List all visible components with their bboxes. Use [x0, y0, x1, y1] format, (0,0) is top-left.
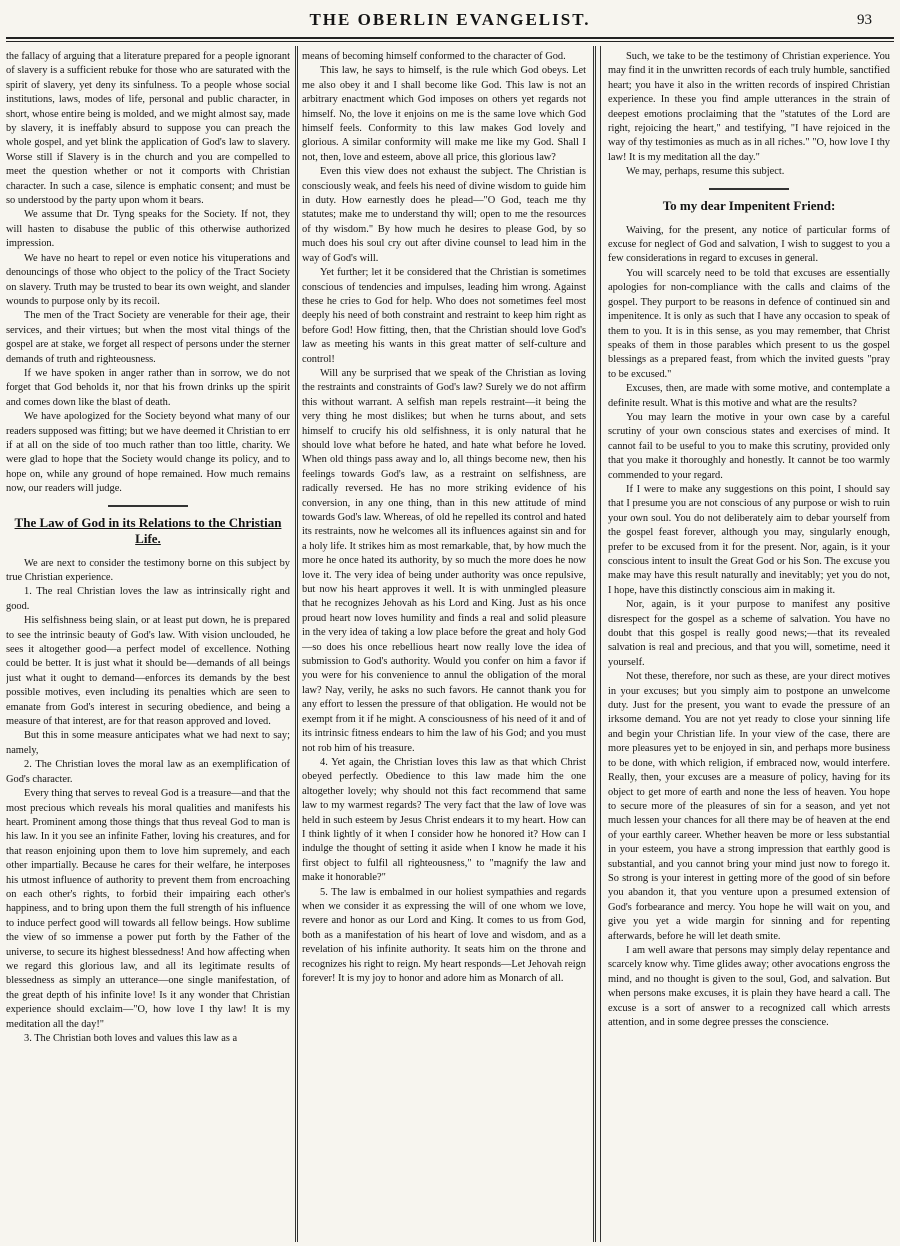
paragraph: We have no heart to repel or even notice his vituperations and denouncings of those who object to the policy of the Tract Society on slavery. Truth may be trusted to bear its own weight, and slander wounds to purpose only by its recoil. [6, 252, 290, 307]
header-rule-thin [6, 41, 894, 42]
paragraph: Yet further; let it be considered that the Christian is sometimes conscious of tendencies and impulses, leading him wrong. Against these he cries to God for help. Who does not sometimes feel most deeply his need of both constraint and restraint to keep him right as before God! How fitting, then, that the Christian should love God's law as meeting his wants in this great matter of self-culture and control! [302, 267, 586, 365]
column-1 [6, 50, 290, 1240]
column-divider [595, 46, 596, 1242]
paragraph: I am well aware that persons may simply delay repentance and scarcely know why. Time glides away; other avocations engross the mind, and no thought is given to the soul, God, and salvation. But when persons make excuses, it is plain they have heard a call. The excuse is a sort of answer to a recognized call which arrests attention, and in some degree presses the conscience. [608, 944, 890, 1028]
column-divider [600, 46, 601, 1242]
paragraph: You will scarcely need to be told that excuses are essentially apologies for non-compliance with the calls and claims of the gospel. They purport to be reasons in defence of continued sin and impenitence. It is only as such that I have any occasion to speak of them to you. It is in this sense, as you may remember, that Christ speaks of them in those parables which present to us the gospel blessings as a prepared feast, from which the invited guests "pray to be excused." [608, 267, 890, 380]
paragraph: But this in some measure anticipates what we had next to say; namely, [6, 730, 290, 756]
paragraph: If we have spoken in anger rather than in sorrow, we do not forget that God beholds it, nor that his frown drinks up the spirit and comes down like the blast of death. [6, 367, 290, 408]
paragraph: 3. The Christian both loves and values this law as a [24, 1033, 238, 1044]
paragraph: Nor, again, is it your purpose to manifest any positive disrespect for the gospel as a scheme of salvation. You have no doubt that this gospel is really good news;—that its revealed salvation is real and precious, and that you will, sometime, need it yourself. [608, 599, 890, 668]
article-separator [108, 505, 188, 507]
article-heading-impenitent-friend: To my dear Impenitent Friend: [662, 197, 836, 213]
paragraph: Will any be surprised that we speak of the Christian as loving the restraints and constraints of God's law? Surely we do not affirm this without warrant. A selfish man repels restraint—it being the very thing he most dislikes; but when he turns about, and sets himself to crucify his old selfishness, it is only natural that he should love what before he hated, and hate what before he loved. When old things pass away and lo, all things become new, then his feelings towards God's law, as a restraint on selfishness, are radically reversed. He has no more striking evidence of his conversion, in any one thing, than in this new attitude of mind towards God's law. Whereas, of old he repelled its control and hated its restraints, now he welcomes all its influences against sin and for a holy life. It strikes him as most remarkable, that, by how much the more he once hated its authority, by so much the more does he now love it. The very idea of being under authority was once repulsive, but now his heart approves it well. It is with unmingled pleasure that he recognizes Jehovah as his Lord and King. Just as his once proud heart now loves humility and finds a real and solid pleasure in the very idea of taking a low place before the great and holy God—so does his once rebellious heart now really love the idea of submission to God's authority. Would you confer on him a favor if you were for his convenience to annul the obligation of the moral law? Nay, verily, he asks no such favors. He cannot thank you for any effort to lessen the pressure of that obligation. He would not be exempt from it if he might. A consciousness of his need of it and of its intrinsic fitness endears to him the law of his God; and you must not rob him of his treasure. [302, 367, 586, 754]
paragraph: 5. The law is embalmed in our holiest sympathies and regards when we consider it as expressing the will of one whom we love, revere and honor as our Lord and King. It comes to us from God, both as a manifestation of his heart of love and wisdom, and as a revelation of his infinite authority. It seats him on the throne and recognizes his right to reign. My heart responds—Let Jehovah reign forever! It is my joy to honor and adore him as Monarch of all. [302, 886, 586, 984]
paragraph: the fallacy of arguing that a literature prepared for a people ignorant of slavery is a sufficient rebuke for those who are saturated with the spirit of slavery, yet deny its sinfulness. To a people whose social institutions, laws, modes of life, personal and public character, in short, whose entire being is molded, and we might almost say, made by slavery, it is ineffably absurd to suppose you can preach the whole gospel, and yet blink the application of God's law to slavery. Worse still if Slavery is in the church and you are compelled to meet the question whether or not it comports with Christian character. In such a case, silence is emphatic consent; and must be so understood by the party upon whom it bears. [6, 51, 290, 207]
paragraph: 4. Yet again, the Christian loves this law as that which Christ obeyed perfectly. Obedience to this law made him the one altogether lovely; why should not this fact recommend that same law to my warmest regards? The very fact that the law of love was held in such esteem by Jesus Christ endears it to my heart. How can I think lightly of it when I consider how he honored it? How can I indulge the thought of setting it aside when I know he made it his first object to fulfil all righteousness," to "magnify the law and make it honorable?" [302, 756, 586, 884]
column-divider [593, 46, 594, 1242]
article-separator [709, 188, 789, 190]
paragraph: Not these, therefore, nor such as these, are your direct motives in your excuses; but you simply aim to postpone an unwelcome duty. Just for the present, you want to evade the pressure of an irksome demand. You are not yet ready to close your sinning life and begin your Christian life. In your view of the case, there are more pleasures yet to be enjoyed in sin, and perhaps more business to be done, with which religion, if embraced now, would interfere. Really, then, your excuses are a measure of policy, having for its object to get more of earth and none the less of heaven. You hope to secure more of the pleasures of sin for a season, and yet not much lessen your chances for all there may be of heaven at the end of your earthly career. Whether heaven be more or less substantial in your esteem, you have a strong impression that earthly good is substantial, and you cannot bring your mind just now to forego it. So strong is your interest in getting more of the good of sin before you abandon it, that you venture upon a presumed extension of God's forbearance and mercy. You hope he will wait on you, and give you yet a wide margin for sinning and for repenting afterwards, before he will let death smite. [608, 671, 890, 942]
paragraph: This law, he says to himself, is the rule which God obeys. Let me also obey it and I shall become like God. This law is not an arbitrary enactment which God imposes on others yet regards not himself. No, the love it enjoins on me is the same love which God himself feels. Conformity to this law makes God lovely and glorious. A similar conformity will make me like my God. Shall I not, then, love and esteem, above all price, this glorious law? [302, 65, 586, 163]
newspaper-title: THE OBERLIN EVANGELIST. [309, 10, 591, 29]
paragraph: We may, perhaps, resume this subject. [626, 166, 785, 178]
paragraph: Waiving, for the present, any notice of particular forms of excuse for neglect of God and salvation, I wish to suggest to you a few considerations in regard to excuses in general. [608, 224, 890, 265]
column-divider [297, 46, 298, 1242]
column-divider [295, 46, 296, 1242]
paragraph: 1. The real Christian loves the law as intrinsically right and good. [6, 586, 290, 612]
article-heading-law-of-god: The Law of God in its Relations to the Christian Life. [14, 514, 282, 546]
paragraph: means of becoming himself conformed to the character of God. [302, 51, 566, 62]
paragraph: The men of the Tract Society are venerable for their age, their services, and their virtues; but when the most vital things of the gospel are at stake, we forget all respect of persons under the sterner demands of truth and righteousness. [6, 310, 290, 365]
page-header [0, 0, 900, 40]
paragraph: His selfishness being slain, or at least put down, he is prepared to see the intrinsic beauty of God's law. With vision unclouded, he sees it altogether good—a perfect model of excellence. Nothing could be better. It is just what it should be—demands of all beings just what it ought to demand—enforces its demands by the best possible motives, even including its penalties which are seen to emanate from God's interest in securing obedience, and being a measure of that interest, are for that reason approved and loved. [6, 615, 290, 728]
paragraph: Excuses, then, are made with some motive, and contemplate a definite result. What is this motive and what are the results? [608, 383, 890, 409]
paragraph: Such, we take to be the testimony of Christian experience. You may find it in the unwritten records of each truly humble, sanctified heart; you have it also in the written records of inspired Christian experience. In these you find ample utterances in the strain of deepest emotions proclaiming that the "statutes of the Lord are right, rejoicing the heart," and testifying, "I have rejoiced in the way of thy testimonies as much as in all riches." "O, how love I thy law! It is my meditation all the day." [608, 51, 890, 163]
page-number: 93 [857, 12, 872, 28]
column-2 [302, 50, 586, 1240]
header-rule [6, 37, 894, 39]
paragraph: We assume that Dr. Tyng speaks for the Society. If not, they will hasten to disabuse the public of this otherwise authorized impression. [6, 209, 290, 250]
paragraph: If I were to make any suggestions on this point, I should say that I presume you are not conscious of any purpose or wish to ruin your own soul. You do not deliberately aim to debar yourself from the gospel feast forever, although you may, singularly enough, prefer to be excused from it for the present. Nor, again, is it your conscious intent to insult the Great God or his Son. The excuse you make may have this result naturally and inevitably; yet you do not, I hope, have this distinctly conscious aim in making it. [608, 483, 890, 596]
paragraph: Even this view does not exhaust the subject. The Christian is consciously weak, and feels his need of divine wisdom to guide him in duty. How earnestly does he plead—"O God, teach me thy statutes; make me to understand thy will; open to me the resources of thy wisdom." By how much he desires to please God, by so much does his soul cry out after divine counsel to lead him in the way of God's will. [302, 166, 586, 264]
paragraph: We are next to consider the testimony borne on this subject by true Christian experience. [6, 557, 290, 583]
column-3 [608, 50, 890, 1240]
paragraph: We have apologized for the Society beyond what many of our readers supposed was fitting; but we have deemed it Christian to err if at all on the side of too much rather than too little, charity. We were glad to hope that the Society would change its policy, and to hope on, while any ground of hope remained. How much remains now, our readers will judge. [6, 411, 290, 495]
paragraph: Every thing that serves to reveal God is a treasure—and that the most precious which reveals his moral qualities and manifests his heart. Prominent among those things that thus reveal God to man is his law. In it you see an infinite Father, loving his creatures, and for that reason enjoining upon them to love him supremely, and each other impartially. Because he cares for their welfare, he interposes his utmost influence of authority to prevent them from encroaching on each other's rights, to forbid their impairing each other's happiness, and to bring upon them the full strength of his influence to induce perfect good will towards all fellow beings. How sublime the view of so immense a power put forth by the Father of the universe, to secure its highest blessedness! And how affecting when we regard this glorious law, and all its legitimate results of blessedness as simply an utterance—one single manifestation, of the great depth of his infinite love! Is it any wonder that Christian experience should exclaim—"O, how love I thy law! It is my meditation all the day!" [6, 788, 290, 1030]
paragraph: You may learn the motive in your own case by a careful scrutiny of your own conscious states and exercises of mind. It cannot fail to be useful to you to make this scrutiny, provided only that you make it thoroughly and honestly. It cannot be too warmly commended to your regard. [608, 411, 890, 481]
paragraph: 2. The Christian loves the moral law as an exemplification of God's character. [6, 759, 290, 785]
